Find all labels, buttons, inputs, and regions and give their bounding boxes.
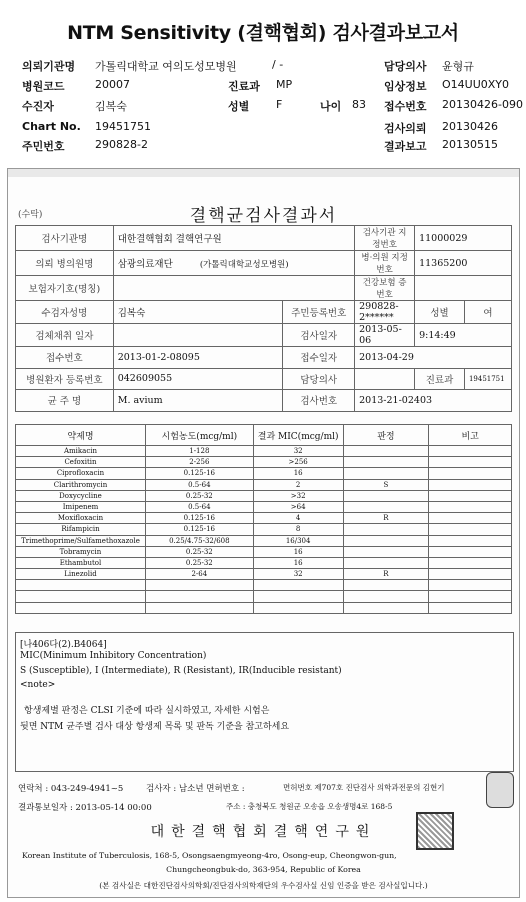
notes-box	[15, 632, 514, 772]
sutak-label: (수탁)	[18, 210, 43, 220]
collect	[113, 324, 283, 347]
insurance-label: 보험자기호(명칭)	[16, 276, 114, 301]
drug-row	[16, 479, 512, 490]
recv-date: 2013-04-29	[355, 347, 512, 369]
drug-cell: 0.125-16	[145, 524, 253, 535]
drug-cell	[429, 446, 512, 457]
notes-tag: <note>	[20, 680, 56, 690]
drug-cell: R	[343, 569, 429, 580]
drug-cell	[343, 591, 429, 602]
drug-row	[16, 446, 512, 457]
drug-cell: Amikacin	[16, 446, 146, 457]
test-date-label: 검사일자	[283, 324, 355, 347]
footer-tester: 검사자 : 남소년 면허번호 :	[146, 784, 245, 794]
drug-cell	[343, 580, 429, 591]
notes-legend: S (Susceptible), I (Intermediate), R (Resistant), IR(Inducible resistant)	[20, 666, 342, 676]
drug-row	[16, 468, 512, 479]
inst-label: 검사기관명	[16, 226, 114, 251]
hospital-code: 20007	[95, 78, 130, 91]
drug-cell	[145, 591, 253, 602]
drug-cell: 2-64	[145, 569, 253, 580]
physician	[355, 368, 415, 390]
organism-label: 균 주 명	[16, 390, 114, 412]
official-seal	[416, 812, 454, 850]
drug-row	[16, 591, 512, 602]
drug-cell: 0.25-32	[145, 546, 253, 557]
resident-no: 290828-2	[95, 138, 148, 151]
institute-address-en2: Chungcheongbuk-do, 363-954, Republic of Korea	[166, 865, 361, 874]
drug-cell	[343, 535, 429, 546]
drug-cell: 16	[253, 546, 343, 557]
drug-cell	[343, 501, 429, 512]
drug-cell	[429, 591, 512, 602]
drug-row	[16, 490, 512, 501]
drug-cell: 32	[253, 569, 343, 580]
drug-cell: 8	[253, 524, 343, 535]
drug-cell: Rifampicin	[16, 524, 146, 535]
drug-header-cell: 약제명	[16, 425, 146, 446]
drug-cell: Imipenem	[16, 501, 146, 512]
drug-cell: 0.5-64	[145, 501, 253, 512]
drug-cell: 2-256	[145, 457, 253, 468]
drug-cell	[343, 524, 429, 535]
notes-code: [나406다(2).B4064]	[20, 640, 107, 650]
name: 김복숙	[113, 301, 283, 324]
requesting-org-extra: / -	[272, 58, 284, 71]
collect-label: 검체채취 일자	[16, 324, 114, 347]
drug-cell	[16, 602, 146, 613]
certification-note: (본 검사실은 대한진단검사의학회/진단검사의학재단의 우수검사실 신임 인증을 받은 검사실입니다.)	[99, 881, 428, 890]
test-date: 2013-05-06	[355, 324, 415, 347]
drug-cell	[429, 490, 512, 501]
institute-name-ko: 대한결핵협회결핵연구원	[150, 824, 377, 840]
drug-table	[15, 424, 512, 614]
request-date: 20130426	[442, 120, 498, 133]
drug-header-cell: 비고	[429, 425, 512, 446]
report-date: 20130515	[442, 138, 498, 151]
drug-row	[16, 557, 512, 568]
drug-cell: 0.25-32	[145, 490, 253, 501]
drug-row	[16, 546, 512, 557]
drug-cell	[429, 457, 512, 468]
req-no-label: 병·의원 지정번호	[355, 251, 415, 276]
drug-cell	[429, 513, 512, 524]
drug-cell: 16	[253, 557, 343, 568]
doc-title: 결핵균검사결과서	[189, 206, 338, 226]
drug-table-header	[16, 425, 512, 446]
clinical-info: O14UU0XY0	[442, 78, 510, 91]
drug-cell: >32	[253, 490, 343, 501]
drug-cell: Trimethoprime/Sulfamethoxazole	[16, 535, 146, 546]
drug-cell: 4	[253, 513, 343, 524]
insurance	[113, 276, 354, 301]
doctor-label: 담당의사	[384, 60, 427, 73]
dept-label: 진료과	[228, 80, 260, 93]
drug-cell	[429, 602, 512, 613]
drug-cell	[145, 580, 253, 591]
name-label: 수검자성명	[16, 301, 114, 324]
footer-address: 주소 : 충청북도 청원군 오송읍 오송생명4로 168-5	[226, 802, 393, 811]
drug-cell: S	[343, 479, 429, 490]
pt-reg-label: 병원환자 등록번호	[16, 368, 114, 390]
footer-contact: 연락처 : 043-249-4941~5	[18, 784, 124, 794]
drug-row	[16, 457, 512, 468]
drug-cell: Ciprofloxacin	[16, 468, 146, 479]
inst-no: 11000029	[415, 226, 512, 251]
drug-cell: 16	[253, 468, 343, 479]
health-ins-label: 건강보험 증 번호	[355, 276, 415, 301]
inst: 대한결핵협회 결핵연구원	[113, 226, 354, 251]
drug-cell: >256	[253, 457, 343, 468]
drug-cell	[429, 557, 512, 568]
rrn-label: 주민등록번호	[283, 301, 355, 324]
scanned-report	[7, 168, 520, 898]
drug-cell	[429, 535, 512, 546]
age-label: 나이	[320, 100, 342, 113]
footer-license: 면허번호 제707호 진단검사 의학과전문의 김현기	[283, 783, 445, 792]
test-no-label: 검사번호	[283, 390, 355, 412]
drug-header-cell: 판정	[343, 425, 429, 446]
recv-date-label: 접수일자	[283, 347, 355, 369]
chart-no: 19451751	[95, 120, 151, 133]
stamp	[486, 772, 514, 808]
report-date-label: 결과보고	[384, 140, 427, 153]
health-ins	[415, 276, 512, 301]
requesting-org-label: 의뢰기관명	[22, 60, 76, 73]
req-hosp-extra: (가톨릭대학교성모병원)	[199, 260, 289, 270]
patient-label: 수진자	[22, 100, 54, 113]
age: 83	[352, 98, 366, 111]
drug-cell: 1-128	[145, 446, 253, 457]
drug-cell: 2	[253, 479, 343, 490]
drug-row	[16, 501, 512, 512]
drug-cell	[145, 602, 253, 613]
scan-edge	[8, 169, 519, 177]
rrn: 290828-2******	[355, 301, 415, 324]
drug-cell	[343, 446, 429, 457]
physician-label: 담당의사	[283, 368, 355, 390]
recv-no-label: 접수번호	[16, 347, 114, 369]
resident-no-label: 주민번호	[22, 140, 65, 153]
dept: MP	[276, 78, 293, 91]
pt-reg: 042609055	[113, 368, 283, 390]
drug-row	[16, 535, 512, 546]
drug-cell	[16, 580, 146, 591]
drug-cell: 16/304	[253, 535, 343, 546]
drug-cell: 0.5-64	[145, 479, 253, 490]
drug-cell: >64	[253, 501, 343, 512]
request-date-label: 검사의뢰	[384, 122, 427, 135]
drug-cell: Linezolid	[16, 569, 146, 580]
drug-cell	[253, 602, 343, 613]
drug-row	[16, 580, 512, 591]
clinic-label: 진료과	[415, 368, 465, 390]
drug-cell	[343, 468, 429, 479]
receipt-no-label: 접수번호	[384, 100, 427, 113]
inst-no-label: 검사기관 지정번호	[355, 226, 415, 251]
req-no: 11365200	[415, 251, 512, 276]
drug-cell	[429, 501, 512, 512]
drug-cell	[343, 546, 429, 557]
patient-info-table	[15, 225, 512, 412]
requesting-org: 가톨릭대학교 여의도성모병원	[95, 60, 237, 73]
sex: F	[276, 98, 283, 111]
drug-cell: Tobramycin	[16, 546, 146, 557]
drug-cell: Doxycycline	[16, 490, 146, 501]
drug-cell	[429, 524, 512, 535]
drug-cell: Clarithromycin	[16, 479, 146, 490]
drug-cell: Moxifloxacin	[16, 513, 146, 524]
clinic: 19451751	[464, 368, 511, 390]
sex2: 여	[464, 301, 511, 324]
drug-cell	[253, 580, 343, 591]
hospital-code-label: 병원코드	[22, 80, 65, 93]
sex-label: 성별	[228, 100, 250, 113]
drug-cell	[16, 591, 146, 602]
patient: 김복숙	[95, 100, 127, 113]
drug-row	[16, 602, 512, 613]
report-title: NTM Sensitivity (결핵협회) 검사결과보고서	[67, 22, 459, 44]
notes-line2: 뒷면 NTM 균주별 검사 대상 항생제 목록 및 판독 기준을 참고하세요	[20, 722, 290, 732]
notes-mic: MIC(Minimum Inhibitory Concentration)	[20, 651, 207, 661]
clinical-info-label: 임상정보	[384, 80, 427, 93]
drug-cell: Cefoxitin	[16, 457, 146, 468]
receipt-no: 20130426-090	[442, 98, 523, 111]
drug-cell: Ethambutol	[16, 557, 146, 568]
test-no: 2013-21-02403	[355, 390, 512, 412]
drug-row	[16, 524, 512, 535]
drug-cell	[429, 580, 512, 591]
recv-no: 2013-01-2-08095	[113, 347, 283, 369]
drug-cell	[429, 468, 512, 479]
drug-cell: 0.25-32	[145, 557, 253, 568]
drug-cell: 0.125-16	[145, 513, 253, 524]
drug-header-cell: 결과 MIC(mcg/ml)	[253, 425, 343, 446]
drug-header-cell: 시험농도(mcg/ml)	[145, 425, 253, 446]
chart-no-label: Chart No.	[22, 120, 81, 133]
drug-cell	[429, 569, 512, 580]
drug-cell: 0.25/4.75-32/608	[145, 535, 253, 546]
drug-cell	[429, 479, 512, 490]
drug-cell	[429, 546, 512, 557]
drug-cell: 0.125-16	[145, 468, 253, 479]
drug-cell: R	[343, 513, 429, 524]
institute-address-en1: Korean Institute of Tuberculosis, 168-5, Osongsaengmyeong-4ro, Osong-eup, Cheongwon-gun,	[22, 851, 397, 860]
test-time: 9:14:49	[415, 324, 512, 347]
drug-cell	[253, 591, 343, 602]
organism: M. avium	[113, 390, 283, 412]
notes-line1: 항생제별 판정은 CLSI 기준에 따라 실시하였고, 자세한 시험은	[24, 706, 270, 716]
req-hosp-label: 의뢰 병의원명	[16, 251, 114, 276]
drug-cell	[343, 457, 429, 468]
footer-report-date: 결과통보일자 : 2013-05-14 00:00	[18, 803, 152, 813]
drug-cell	[343, 602, 429, 613]
req-hosp: 삼광의료재단	[117, 259, 173, 270]
drug-row	[16, 513, 512, 524]
doctor: 윤형규	[442, 60, 474, 73]
drug-cell: 32	[253, 446, 343, 457]
drug-row	[16, 569, 512, 580]
drug-cell	[343, 557, 429, 568]
drug-cell	[343, 490, 429, 501]
sex-label2: 성별	[415, 301, 465, 324]
